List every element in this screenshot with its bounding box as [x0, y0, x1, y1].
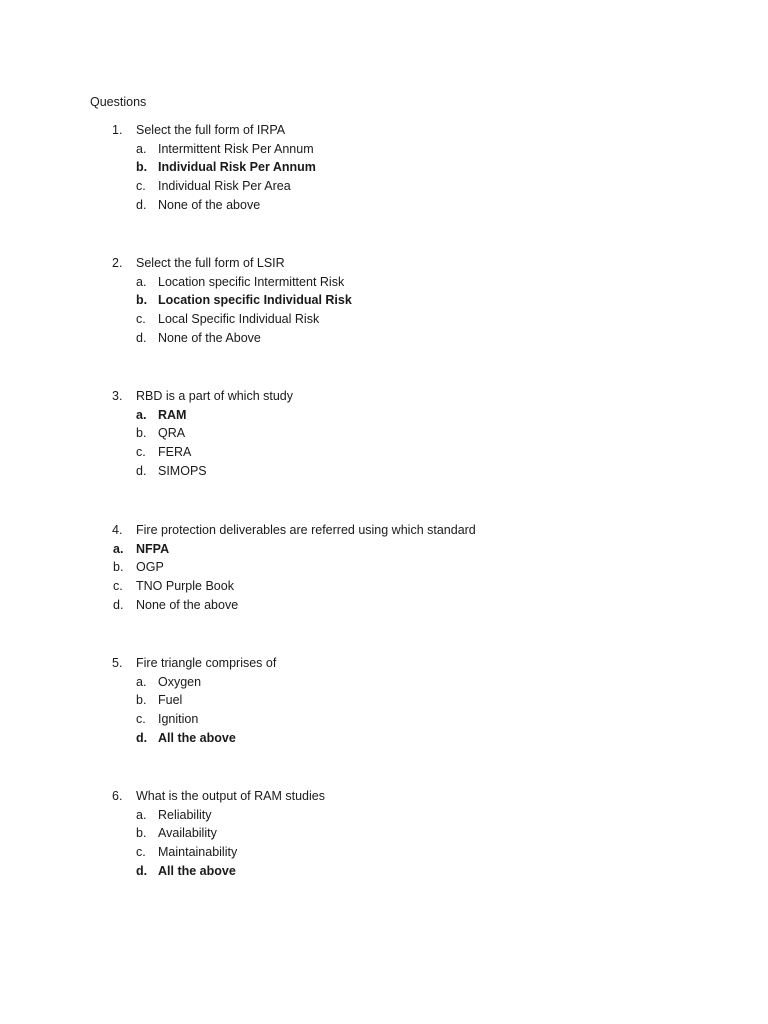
question-4 — [0, 521, 768, 614]
option-d-answer — [0, 862, 768, 881]
question-line — [0, 654, 768, 673]
option-text: TNO Purple Book — [136, 579, 234, 594]
option-letter: c. — [136, 179, 146, 194]
option-c — [0, 710, 768, 729]
question-text: Fire triangle comprises of — [136, 656, 277, 670]
option-letter: a. — [136, 407, 147, 422]
option-text: Location specific Intermittent Risk — [158, 274, 345, 289]
question-number: 1. — [112, 123, 123, 137]
option-letter: a. — [136, 807, 147, 822]
option-letter: a. — [113, 541, 124, 556]
option-b — [0, 824, 768, 843]
question-line — [0, 521, 768, 540]
option-text: None of the Above — [158, 330, 261, 345]
option-letter: d. — [136, 730, 148, 745]
option-d — [0, 196, 768, 215]
question-text: Select the full form of IRPA — [136, 123, 286, 137]
option-text: Individual Risk Per Area — [158, 179, 291, 194]
option-text: None of the above — [136, 597, 239, 612]
question-text: RBD is a part of which study — [136, 389, 294, 403]
option-text: Availability — [158, 826, 217, 841]
option-letter: b. — [136, 426, 147, 441]
option-letter: c. — [113, 579, 123, 594]
option-c — [0, 177, 768, 196]
option-text: FERA — [158, 445, 192, 460]
option-a — [0, 273, 768, 292]
option-letter: a. — [136, 274, 147, 289]
option-text: All the above — [158, 863, 236, 878]
option-b — [0, 424, 768, 443]
option-letter: c. — [136, 712, 146, 727]
question-line — [0, 787, 768, 806]
question-text: Select the full form of LSIR — [136, 256, 285, 270]
option-text: Location specific Individual Risk — [158, 293, 352, 308]
option-letter: d. — [136, 330, 147, 345]
option-letter: c. — [136, 312, 146, 327]
option-letter: d. — [113, 597, 124, 612]
option-letter: a. — [136, 674, 147, 689]
option-c — [0, 310, 768, 329]
option-text: Ignition — [158, 712, 199, 727]
question-number: 5. — [112, 656, 123, 670]
option-text: Maintainability — [158, 845, 238, 860]
option-text: NFPA — [136, 541, 170, 556]
option-b — [0, 691, 768, 710]
option-a-answer — [0, 540, 768, 559]
option-a-answer — [0, 406, 768, 425]
option-text: Local Specific Individual Risk — [158, 312, 320, 327]
option-letter: d. — [136, 197, 147, 212]
question-number: 3. — [112, 389, 123, 403]
page-heading: Questions — [90, 95, 147, 109]
question-2 — [0, 254, 768, 347]
option-text: Individual Risk Per Annum — [158, 160, 316, 175]
option-b-answer — [0, 158, 768, 177]
option-a — [0, 806, 768, 825]
option-text: QRA — [158, 426, 186, 441]
option-text: RAM — [158, 407, 187, 422]
question-5 — [0, 654, 768, 747]
question-line — [0, 254, 768, 273]
option-letter: b. — [113, 560, 124, 575]
option-d — [0, 462, 768, 481]
option-text: OGP — [136, 560, 164, 575]
option-letter: d. — [136, 463, 147, 478]
option-text: Reliability — [158, 807, 212, 822]
question-1 — [0, 121, 768, 214]
option-text: SIMOPS — [158, 463, 207, 478]
option-a — [0, 140, 768, 159]
question-text: What is the output of RAM studies — [136, 789, 325, 803]
option-letter: c. — [136, 445, 146, 460]
option-a — [0, 673, 768, 692]
option-c — [0, 443, 768, 462]
question-3 — [0, 387, 768, 480]
option-d — [0, 329, 768, 348]
option-text: Oxygen — [158, 674, 202, 689]
question-number: 6. — [112, 789, 123, 803]
option-d — [0, 596, 768, 615]
option-letter: b. — [136, 826, 147, 841]
question-line — [0, 121, 768, 140]
option-b-answer — [0, 291, 768, 310]
question-number: 4. — [112, 523, 123, 537]
option-letter: b. — [136, 293, 148, 308]
option-text: Intermittent Risk Per Annum — [158, 141, 314, 156]
option-letter: b. — [136, 693, 147, 708]
question-number: 2. — [112, 256, 123, 270]
option-letter: b. — [136, 160, 148, 175]
question-6 — [0, 787, 768, 880]
option-text: All the above — [158, 730, 236, 745]
option-text: None of the above — [158, 197, 261, 212]
option-letter: c. — [136, 845, 146, 860]
option-letter: d. — [136, 863, 148, 878]
question-line — [0, 387, 768, 406]
option-text: Fuel — [158, 693, 183, 708]
question-text: Fire protection deliverables are referred using which standard — [136, 523, 476, 537]
option-c — [0, 843, 768, 862]
option-letter: a. — [136, 141, 147, 156]
option-d-answer — [0, 729, 768, 748]
option-b — [0, 558, 768, 577]
option-c — [0, 577, 768, 596]
